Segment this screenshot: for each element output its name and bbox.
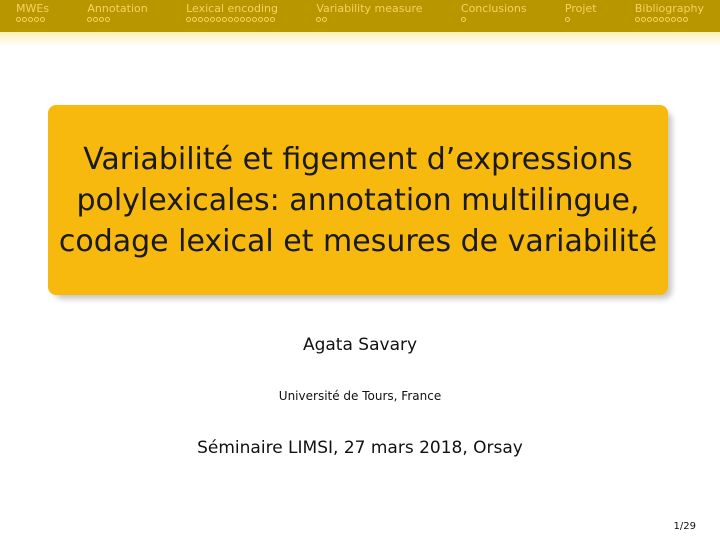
nav-frame-dot[interactable] [105, 17, 110, 22]
nav-section-label: Lexical encoding [186, 2, 279, 15]
nav-frame-dot[interactable] [683, 17, 688, 22]
nav-section-label: Conclusions [460, 2, 527, 15]
nav-section-lexical-encoding[interactable] [186, 0, 278, 32]
nav-section-dots [565, 17, 570, 22]
nav-frame-dot[interactable] [93, 17, 98, 22]
nav-frame-dot[interactable] [40, 17, 45, 22]
nav-section-dots [87, 17, 110, 22]
nav-section-label: Projet [564, 2, 597, 15]
nav-frame-dot[interactable] [246, 17, 251, 22]
nav-section-conclusions[interactable] [461, 0, 527, 32]
nav-section-projet[interactable] [565, 0, 597, 32]
nav-section-mwes[interactable] [16, 0, 49, 32]
nav-frame-dot[interactable] [210, 17, 215, 22]
nav-section-dots [186, 17, 275, 22]
nav-frame-dot[interactable] [270, 17, 275, 22]
nav-frame-dot[interactable] [647, 17, 652, 22]
nav-frame-dot[interactable] [461, 17, 466, 22]
nav-section-label: Variability measure [316, 2, 423, 15]
nav-section-label: Bibliography [634, 2, 704, 15]
section-navigation [0, 0, 720, 32]
nav-frame-dot[interactable] [252, 17, 257, 22]
title-box [48, 105, 668, 295]
navigation-bar-shadow [0, 32, 720, 48]
nav-frame-dot[interactable] [198, 17, 203, 22]
nav-frame-dot[interactable] [234, 17, 239, 22]
nav-frame-dot[interactable] [87, 17, 92, 22]
nav-frame-dot[interactable] [264, 17, 269, 22]
nav-frame-dot[interactable] [99, 17, 104, 22]
event-info: Séminaire LIMSI, 27 mars 2018, Orsay [197, 438, 523, 458]
nav-section-dots [635, 17, 688, 22]
nav-frame-dot[interactable] [653, 17, 658, 22]
nav-frame-dot[interactable] [659, 17, 664, 22]
nav-frame-dot[interactable] [258, 17, 263, 22]
nav-frame-dot[interactable] [28, 17, 33, 22]
nav-frame-dot[interactable] [228, 17, 233, 22]
nav-frame-dot[interactable] [22, 17, 27, 22]
nav-frame-dot[interactable] [204, 17, 209, 22]
nav-section-dots [16, 17, 45, 22]
nav-frame-dot[interactable] [192, 17, 197, 22]
nav-section-annotation[interactable] [87, 0, 147, 32]
nav-frame-dot[interactable] [216, 17, 221, 22]
nav-frame-dot[interactable] [565, 17, 570, 22]
nav-section-dots [461, 17, 466, 22]
nav-frame-dot[interactable] [316, 17, 321, 22]
nav-frame-dot[interactable] [677, 17, 682, 22]
nav-section-dots [316, 17, 327, 22]
nav-frame-dot[interactable] [240, 17, 245, 22]
presentation-title: Variabilité et figement d’expressions polylexicales: annotation multilingue, codage lexical et mesures de variabilité [58, 141, 658, 259]
author-name: Agata Savary [302, 335, 418, 355]
page-number: 1/29 [673, 521, 696, 532]
nav-section-label: MWEs [16, 2, 50, 15]
nav-frame-dot[interactable] [665, 17, 670, 22]
nav-frame-dot[interactable] [641, 17, 646, 22]
nav-frame-dot[interactable] [222, 17, 227, 22]
nav-frame-dot[interactable] [186, 17, 191, 22]
nav-frame-dot[interactable] [635, 17, 640, 22]
nav-section-label: Annotation [87, 2, 148, 15]
nav-frame-dot[interactable] [16, 17, 21, 22]
author-institute: Université de Tours, France [278, 389, 442, 403]
nav-section-variability-measure[interactable] [316, 0, 422, 32]
nav-frame-dot[interactable] [322, 17, 327, 22]
nav-frame-dot[interactable] [671, 17, 676, 22]
nav-section-bibliography[interactable] [635, 0, 704, 32]
nav-frame-dot[interactable] [34, 17, 39, 22]
